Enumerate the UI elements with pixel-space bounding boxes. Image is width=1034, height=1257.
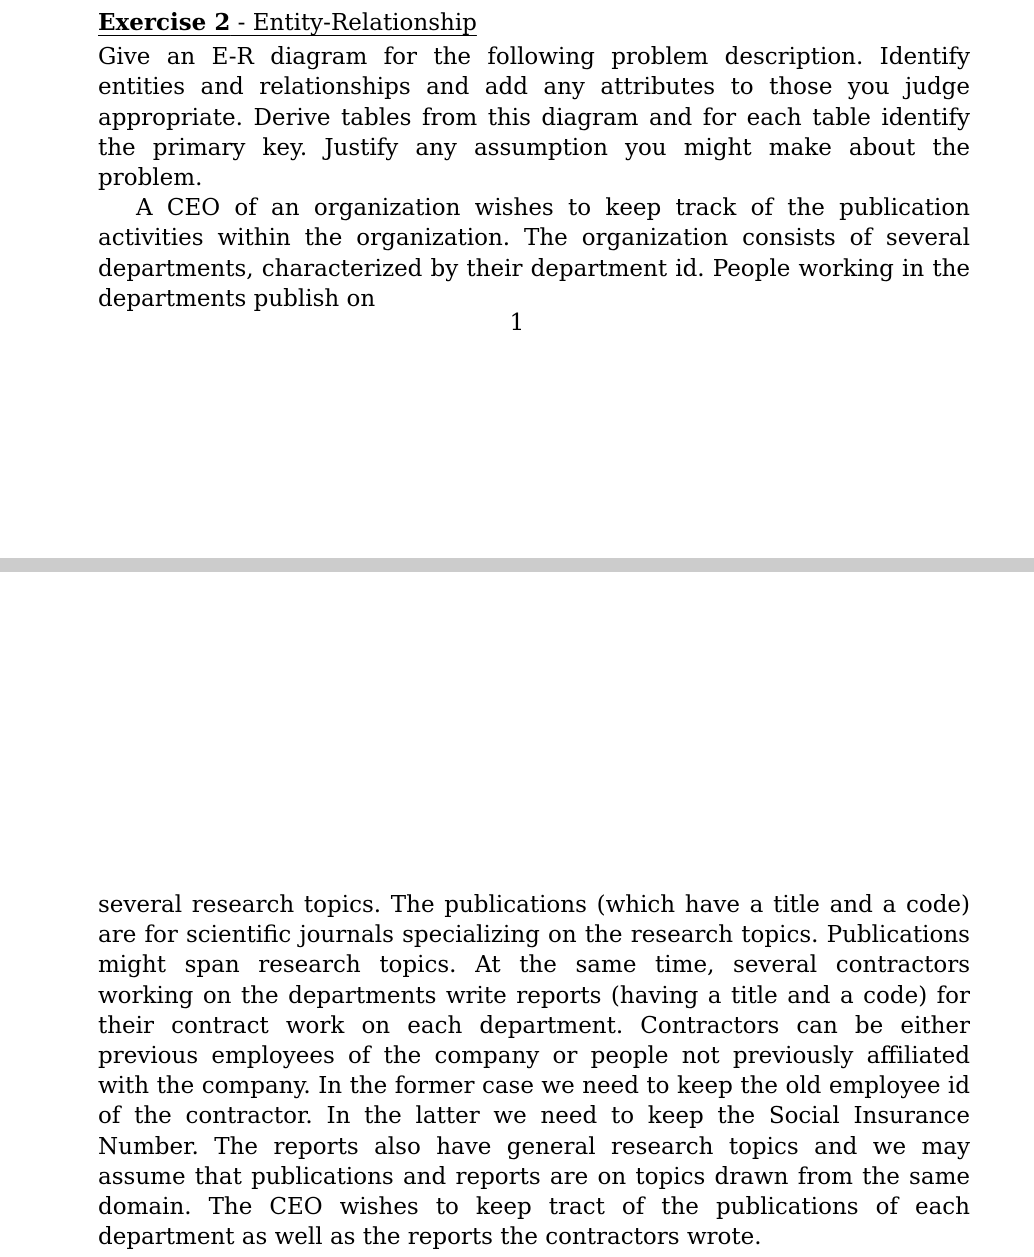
exercise-heading-bold: Exercise 2 [98,9,231,36]
exercise-heading-title: - Entity-Relationship [230,10,477,36]
page-1 [0,0,1034,558]
page-1-content [98,8,970,314]
instructions-paragraph: Give an E-R diagram for the following problem description. Identify entities and relationships and add any attributes to those you judge appropriate. Derive tables from this diagram and for each table identify the primary key. Justify any assumption you might make about the problem. [98,44,970,192]
page-2-content [98,890,970,1252]
page-2 [0,572,1034,1257]
problem-description-paragraph: A CEO of an organization wishes to keep track of the publication activities within the organization. The organization consists of several departments, characterized by their department id. People working in the departments publish on [98,195,970,312]
exercise-heading [98,8,477,38]
page-separator [0,558,1034,572]
page-number: 1 [509,310,525,336]
problem-description-continued: several research topics. The publications (which have a title and a code) are for scientific journals specializing on the research topics. Publications might span research topics. At the same time, several contractors working on the departments write reports (having a title and a code) for their contract work on each department. Contractors can be either previous employees of the company or people not previously affiliated with the company. In the former case we need to keep the old employee id of the contractor. In the latter we need to keep the Social Insurance Number. The reports also have general research topics and we may assume that publications and reports are on topics drawn from the same domain. The CEO wishes to keep tract of the publications of each department as well as the reports the contractors wrote. [98,892,970,1251]
